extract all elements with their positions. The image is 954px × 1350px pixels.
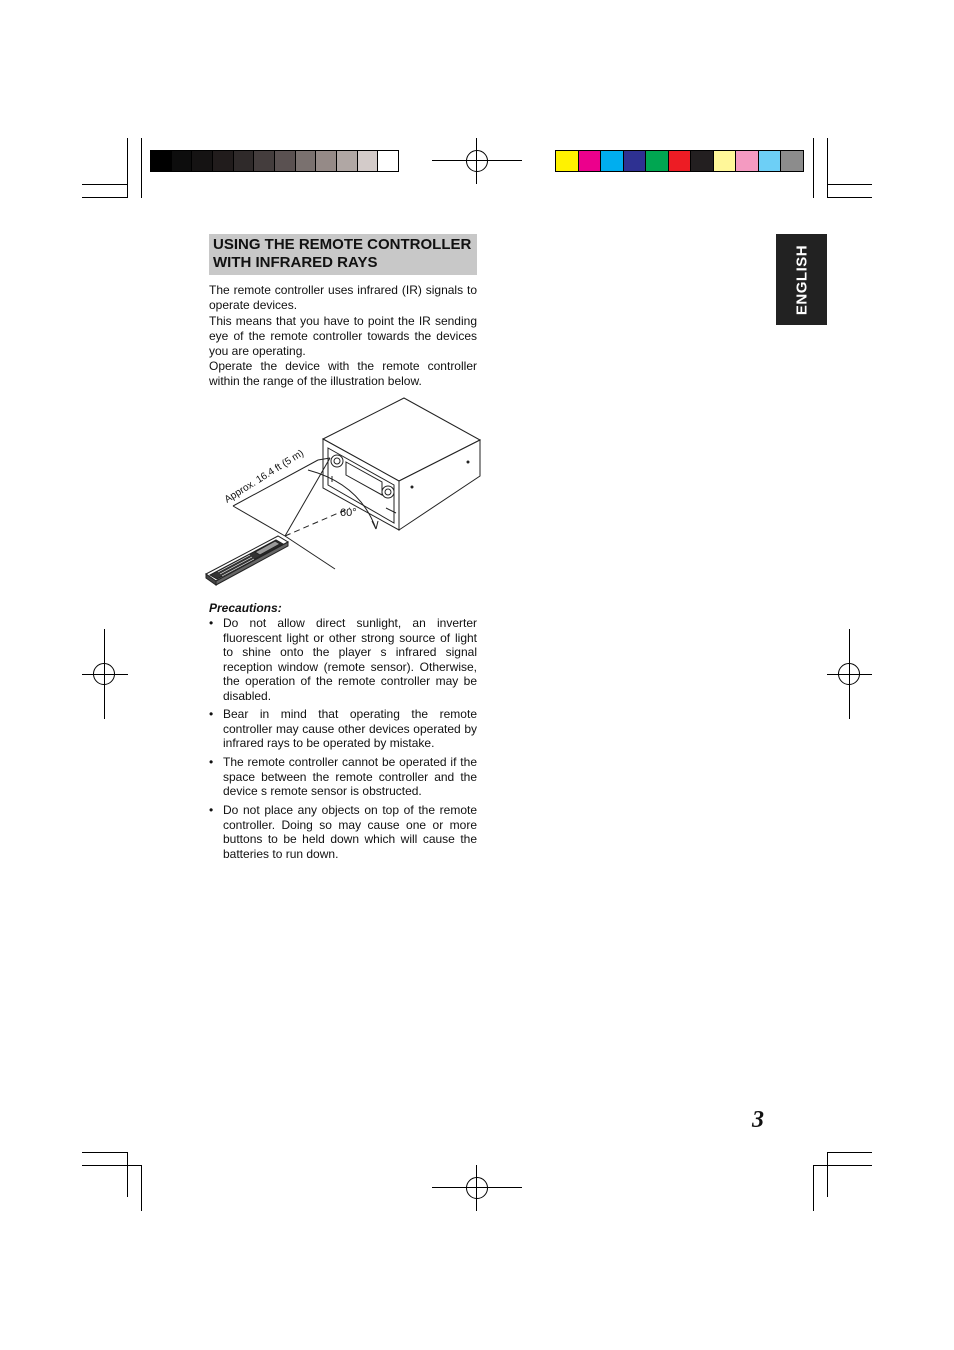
color-swatch <box>601 151 624 171</box>
color-swatch <box>556 151 579 171</box>
section-heading-line1: USING THE REMOTE CONTROLLER <box>213 236 472 253</box>
precaution-item-3 <box>209 755 477 799</box>
gray-swatch <box>378 151 398 171</box>
color-swatch <box>781 151 803 171</box>
gray-swatch <box>254 151 275 171</box>
page-number: 3 <box>752 1107 764 1133</box>
bullet-icon: • <box>209 707 214 721</box>
section-heading <box>209 234 477 275</box>
language-tab <box>776 234 827 325</box>
precaution-text: Do not allow direct sunlight, an inverter fluorescent light or other strong source of light to shine onto the player s infrared signal reception window (remote sensor). Otherwise, the operation of the remote controller may be disabled. <box>223 616 477 703</box>
bullet-icon: • <box>209 755 214 769</box>
range-line-left <box>285 458 330 536</box>
range-paragraph: Operate the device with the remote controller within the range of the illustration below. <box>209 359 477 388</box>
remote-controller-drawing <box>206 536 288 585</box>
gray-swatch <box>172 151 193 171</box>
gray-swatch <box>192 151 213 171</box>
color-swatch <box>646 151 669 171</box>
color-swatch <box>691 151 714 171</box>
remote-range-illustration <box>200 392 490 597</box>
color-swatch <box>579 151 602 171</box>
ir-eye-paragraph: This means that you have to point the IR sending eye of the remote controller towards the devices you are operating. <box>209 314 477 358</box>
precaution-item-4 <box>209 803 477 861</box>
color-swatch <box>759 151 782 171</box>
precaution-item-2 <box>209 707 477 751</box>
color-swatch <box>736 151 759 171</box>
gray-swatch <box>358 151 379 171</box>
color-swatch <box>624 151 647 171</box>
precaution-text: Do not place any objects on top of the remote controller. Doing so may cause one or more buttons to be held down which will cause the batteries to run down. <box>223 803 477 861</box>
color-calibration-bar <box>555 150 804 172</box>
bullet-icon: • <box>209 616 214 630</box>
color-swatch <box>714 151 737 171</box>
precaution-item-1 <box>209 616 477 703</box>
angle-label: 60° <box>340 507 357 519</box>
gray-swatch <box>296 151 317 171</box>
precaution-text: Bear in mind that operating the remote controller may cause other devices operated by infrared rays to be operated by mistake. <box>223 707 477 750</box>
precautions-title: Precautions: <box>209 601 282 615</box>
section-heading-line2: WITH INFRARED RAYS <box>213 254 378 271</box>
gray-swatch <box>213 151 234 171</box>
gray-swatch <box>275 151 296 171</box>
language-tab-label: ENGLISH <box>793 244 810 315</box>
range-line-right <box>285 536 335 569</box>
color-swatch <box>669 151 692 171</box>
bullet-icon: • <box>209 803 214 817</box>
gray-swatch <box>151 151 172 171</box>
gray-swatch <box>316 151 337 171</box>
gray-swatch <box>337 151 358 171</box>
intro-paragraph: The remote controller uses infrared (IR) signals to operate devices. <box>209 283 477 312</box>
grayscale-calibration-bar <box>150 150 399 172</box>
precaution-text: The remote controller cannot be operated if the space between the remote controller and the device s remote sensor is obstructed. <box>223 755 477 798</box>
gray-swatch <box>234 151 255 171</box>
distance-label: Approx. 16.4 ft (5 m) <box>222 447 306 506</box>
